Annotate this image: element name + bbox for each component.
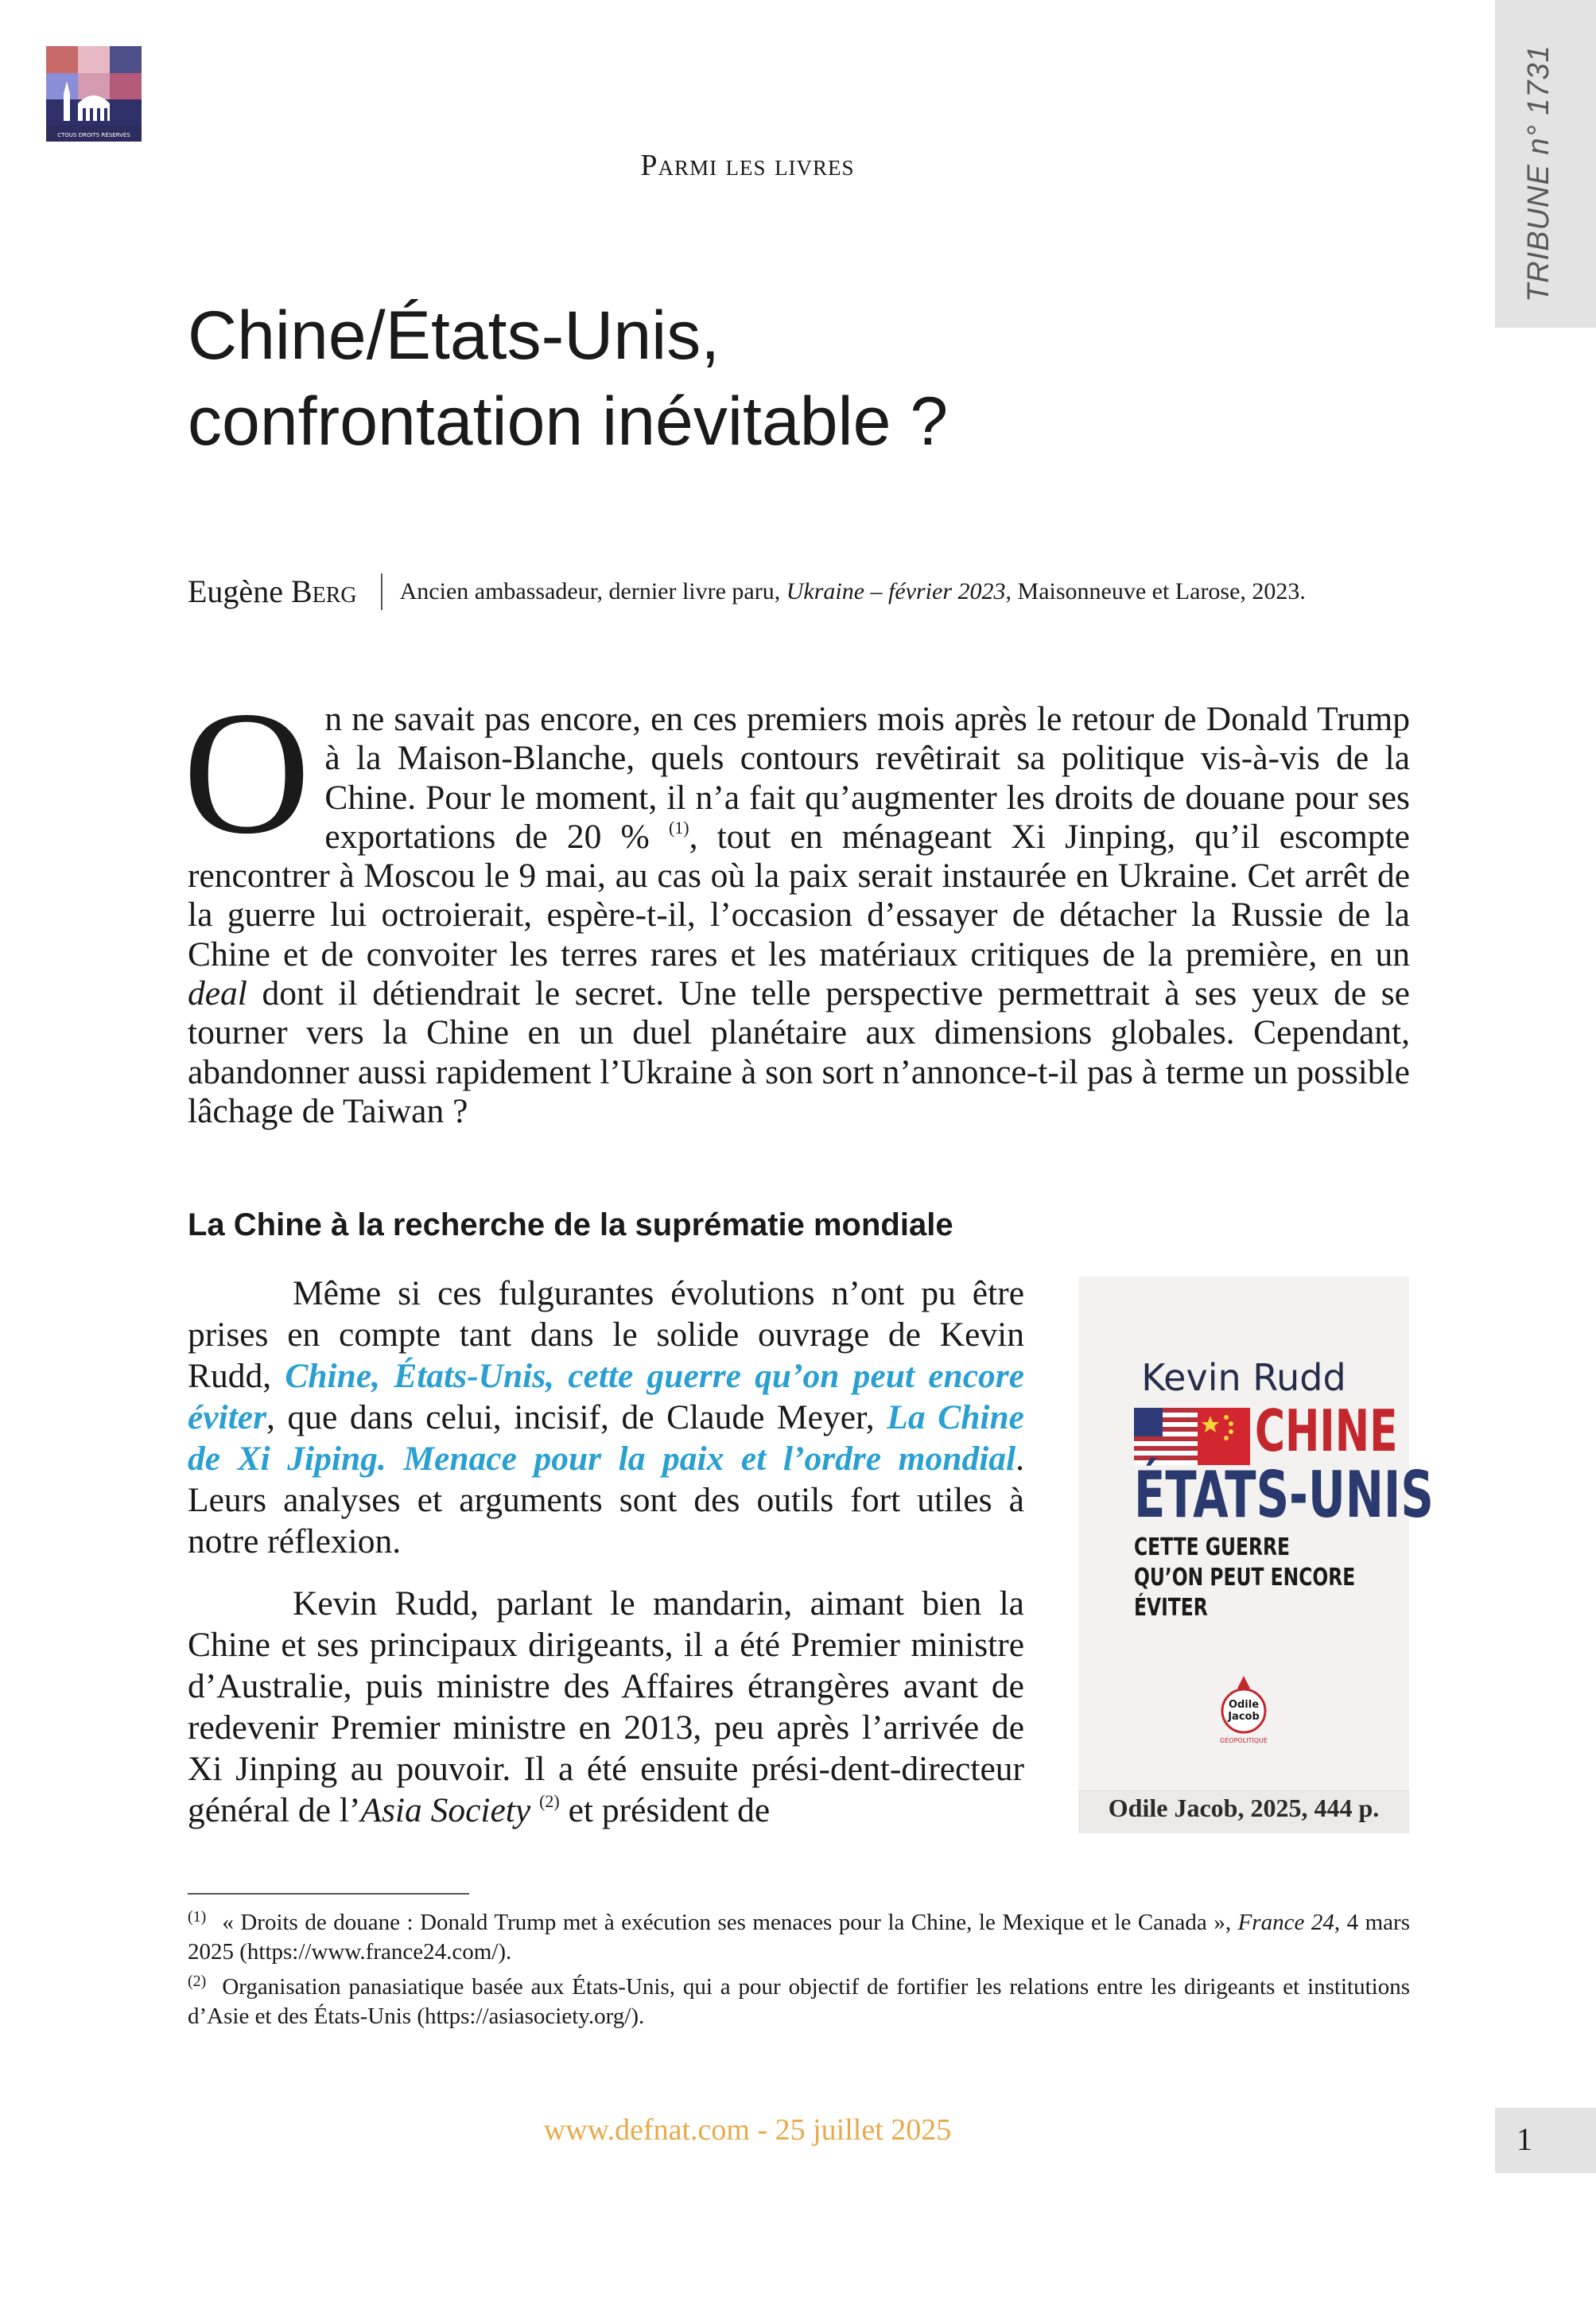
- lead-italic-deal: deal: [188, 974, 247, 1013]
- svg-text:Odile: Odile: [1228, 1699, 1260, 1711]
- cover-title-chine: CHINE: [1255, 1397, 1398, 1464]
- byline: [188, 573, 1306, 610]
- cover-title-etats-unis: ÉTATS-UNIS: [1134, 1458, 1434, 1532]
- lead-text-2: , tout en ménageant Xi Jinping, qu’il escompte rencontrer à Moscou le 9 mai, au cas où la paix serait instaurée en Ukraine. Cet arrêt de la guerre lui octroierait, espère-t-il, l’occasion d’essayer de détacher la Russie de la Chine et de convoiter les terres rares et les matériaux critiques de la première, en un: [188, 817, 1410, 974]
- author-desc-text: Ancien ambassadeur, dernier livre paru,: [399, 577, 786, 604]
- tribune-number-label: TRIBUNE n° 1731: [1522, 45, 1555, 302]
- para2-text-b: et président de: [559, 1791, 771, 1829]
- title-line-1: Chine/États-Unis,: [188, 297, 720, 374]
- footnote-2-number: (2): [188, 1973, 207, 1990]
- article-title: [188, 293, 1428, 464]
- asia-society-italic: Asia Society: [360, 1791, 531, 1829]
- footnote-ref-1[interactable]: (1): [668, 817, 689, 838]
- footnote-1-text: « Droits de douane : Donald Trump met à exécution ses menaces pour la Chine, le Mexique et le Canada »,: [222, 1910, 1238, 1935]
- cover-author: Kevin Rudd: [1141, 1356, 1346, 1399]
- author-description: [400, 578, 1306, 605]
- publisher-logo: [1212, 1674, 1276, 1746]
- svg-text:GÉOPOLITIQUE: GÉOPOLITIQUE: [1220, 1737, 1268, 1744]
- book-caption: Odile Jacob, 2025, 444 p.: [1108, 1794, 1380, 1822]
- author-name: [188, 573, 357, 610]
- book-link-rudd[interactable]: Chine, États-Unis, cette guerre qu’on peut encore éviter: [188, 1357, 1025, 1436]
- footer-url-date[interactable]: www.defnat.com - 25 juillet 2025: [543, 2113, 952, 2147]
- cover-subtitle-line-2: QU’ON PEUT ENCORE ÉVITER: [1134, 1564, 1356, 1622]
- lead-text-3: dont il détiendrait le secret. Une telle perspective permettrait à ses yeux de se tourner vers la Chine en un duel planétaire aux dimensions globales. Cependant, abandonner aussi rapidement l’Ukraine à son sort n’annonce-t-il pas à terme un possible lâchage de Taiwan ?: [188, 974, 1410, 1130]
- author-desc-publisher: , Maisonneuve et Larose, 2023.: [1005, 577, 1306, 604]
- page-number: 1: [1516, 2121, 1532, 2157]
- page-number-box: [1495, 2108, 1596, 2173]
- cover-subtitle-line-1: CETTE GUERRE: [1134, 1533, 1290, 1561]
- lead-paragraph: [183, 675, 1410, 1131]
- para1-text-a: Même si ces fulgurantes évolutions n’ont pu être prises en compte tant dans le solide ouvrage de Kevin Rudd,: [188, 1274, 1024, 1395]
- cover-subtitle: [1134, 1533, 1395, 1623]
- lead-text-1: n ne savait pas encore, en ces premiers mois après le retour de Donald Trump à la Maison-Blanche, quels contours revêtirait sa politique vis-à-vis de la Chine. Pour le moment, il n’a fait qu’augmenter les droits de douane pour ses exportations de 20 %: [324, 700, 1410, 856]
- author-last-name: Berg: [290, 573, 357, 609]
- footnote-1-date-url: , 4 mars 2025 (https://www.france24.com/).: [188, 1910, 1410, 1965]
- book-cover: [1078, 1277, 1434, 1790]
- body-paragraph-2: [188, 1583, 1024, 1831]
- book-link-meyer[interactable]: La Chine de Xi Jiping. Menace pour la paix et l’ordre mondial: [188, 1398, 1024, 1478]
- rubric-label: Parmi les livres: [640, 149, 855, 182]
- publication-logo: [46, 46, 142, 142]
- body-column: [188, 1273, 1024, 1852]
- footnote-2-text: Organisation panasiatique basée aux États-Unis, qui a pour objectif de fortifier les relations entre les dirigeants et institutions d’Asie et des États-Unis (https://asiasociety.org/).: [188, 1974, 1410, 2029]
- byline-separator: [381, 573, 382, 610]
- body-paragraph-1: [188, 1273, 1024, 1562]
- author-first-name: Eugène: [188, 573, 283, 609]
- us-china-flags-image: [1134, 1408, 1250, 1465]
- para2-text-a: Kevin Rudd, parlant le mandarin, aimant bien la Chine et ses principaux dirigeants, il a été Premier ministre d’Australie, puis ministre des Affaires étrangères avant de redevenir Premier ministre en 2013, peu après l’arrivée de Xi Jinping au pouvoir. Il a été ensuite prési-dent-directeur général de l’: [188, 1584, 1024, 1829]
- book-box: [1078, 1277, 1434, 1833]
- author-book-title: Ukraine – février 2023: [786, 577, 1006, 604]
- title-line-2: confrontation inévitable ?: [188, 383, 949, 460]
- para1-text-b: , que dans celui, incisif, de Claude Meyer,: [266, 1398, 887, 1436]
- svg-text:CTOUS DROITS RÉSERVÉS: CTOUS DROITS RÉSERVÉS: [57, 132, 130, 138]
- para1-text-c: . Leurs analyses et arguments sont des outils fort utiles à notre réflexion.: [188, 1440, 1024, 1561]
- section-heading: La Chine à la recherche de la suprématie mondiale: [188, 1207, 953, 1242]
- footnote-1: [188, 1903, 1410, 1967]
- footnotes: [188, 1903, 1410, 2031]
- footnote-1-number: (1): [188, 1908, 207, 1926]
- drop-cap: O: [183, 675, 311, 871]
- footnote-1-source: France 24: [1237, 1910, 1334, 1935]
- footnote-rule: [188, 1893, 469, 1895]
- footnote-ref-2[interactable]: (2): [539, 1791, 560, 1811]
- footnote-2: [188, 1967, 1410, 2031]
- svg-text:Jacob: Jacob: [1228, 1711, 1260, 1723]
